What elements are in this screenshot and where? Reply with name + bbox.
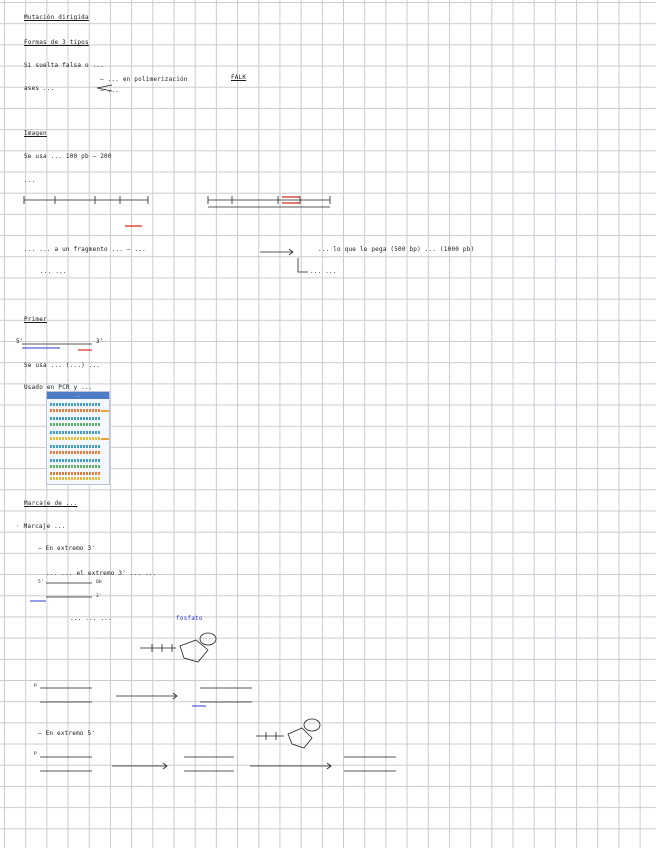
strand-end-label: 5' bbox=[16, 338, 24, 345]
section-line: Formas de 3 tipos bbox=[24, 39, 89, 46]
section-heading: Primer bbox=[24, 316, 47, 323]
nucleotide-sketch bbox=[256, 732, 284, 740]
text-line: ases ... bbox=[24, 85, 55, 92]
note-blue: fosfato bbox=[176, 615, 203, 622]
text-line: ... lo que le pega (500 bp) ... (1000 pb) bbox=[318, 246, 475, 253]
page-title: Mutación dirigida bbox=[24, 14, 89, 21]
text-line: Se usa ... (...) ... bbox=[24, 362, 101, 369]
text-line: ... bbox=[24, 177, 36, 184]
text-line: Si suelta falsa o ... bbox=[24, 62, 105, 69]
sub-bullet: — En extremo 3' bbox=[38, 545, 96, 552]
sub-bullet: — En extremo 5' bbox=[38, 730, 96, 737]
note-word: FALK bbox=[231, 74, 247, 81]
text-line: ... ... bbox=[310, 268, 337, 275]
section-heading: Imagen bbox=[24, 130, 47, 137]
text-line: ... ... el extremo 3' ... ... bbox=[46, 570, 157, 577]
nucleotide-sketch bbox=[140, 644, 176, 652]
text-line: ... ... bbox=[40, 268, 67, 275]
text-line: — ... en polimerización bbox=[100, 76, 188, 83]
end-label: OH bbox=[96, 580, 102, 585]
section-heading: Marcaje de ... bbox=[24, 500, 78, 507]
end-label: 3' bbox=[96, 594, 102, 599]
end-label: 5' bbox=[38, 580, 44, 585]
text-line: ... ... a un fragmento ... — ... bbox=[24, 246, 146, 253]
bracket-arrow bbox=[97, 85, 112, 91]
end-label: P bbox=[34, 752, 37, 757]
text-line: — ... bbox=[100, 87, 120, 94]
end-label: P bbox=[34, 684, 37, 689]
strand-end-label: 3' bbox=[96, 338, 104, 345]
text-line: Usado en PCR y ... bbox=[24, 384, 93, 391]
gel-header: ... bbox=[47, 392, 109, 399]
text-line: Se usa ... 100 pb — 200 bbox=[24, 153, 112, 160]
text-line: ... ... ... bbox=[70, 615, 112, 622]
bullet-line: · Marcaje ... bbox=[16, 523, 66, 530]
